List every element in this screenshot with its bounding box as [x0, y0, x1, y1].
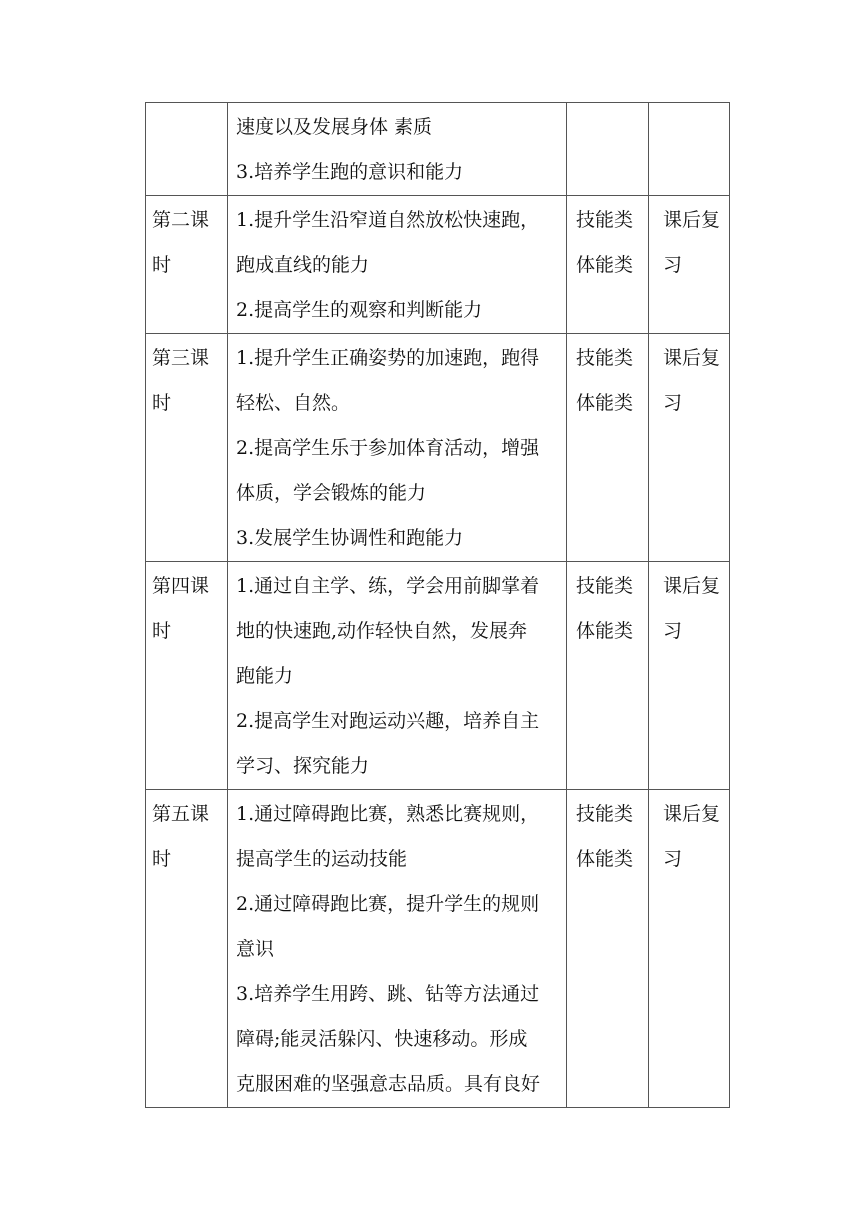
- objectives-cell: [228, 562, 567, 790]
- objectives-cell-line: 2.提高学生的观察和判断能力: [236, 299, 483, 321]
- lesson-cell: [146, 334, 228, 562]
- type-cell-line: 技能类: [576, 803, 634, 825]
- type-cell: [567, 103, 649, 196]
- lesson-cell-line: 第四课: [152, 575, 210, 597]
- table-body: [146, 103, 730, 1108]
- objectives-cell-line: 速度以及发展身体 素质: [236, 116, 433, 138]
- table-row: [146, 103, 730, 196]
- type-cell: [567, 334, 649, 562]
- lesson-cell: [146, 196, 228, 334]
- objectives-cell: [228, 103, 567, 196]
- lesson-cell-line: 时: [152, 254, 172, 276]
- lesson-cell-line: 第三课: [152, 347, 210, 369]
- type-cell: [567, 562, 649, 790]
- lesson-cell: [146, 103, 228, 196]
- objectives-cell-line: 1.通过障碍跑比赛，熟悉比赛规则，: [236, 803, 540, 825]
- type-cell-line: 技能类: [576, 347, 634, 369]
- homework-cell: [649, 196, 730, 334]
- lesson-cell-line: 时: [152, 848, 172, 870]
- lesson-plan-table: [145, 102, 730, 1108]
- objectives-cell-line: 体质，学会锻炼的能力: [236, 482, 427, 504]
- objectives-cell-line: 学习、探究能力: [236, 755, 370, 777]
- objectives-cell-line: 意识: [236, 938, 275, 960]
- objectives-cell-line: 地的快速跑,动作轻快自然，发展奔: [236, 620, 528, 642]
- table-row: [146, 790, 730, 1108]
- objectives-cell-line: 轻松、自然。: [236, 392, 351, 414]
- lesson-cell: [146, 790, 228, 1108]
- type-cell: [567, 196, 649, 334]
- lesson-cell: [146, 562, 228, 790]
- type-cell-line: 体能类: [576, 392, 634, 414]
- type-cell-line: 体能类: [576, 254, 634, 276]
- objectives-cell-line: 1.提升学生正确姿势的加速跑，跑得: [236, 347, 540, 369]
- homework-cell: [649, 103, 730, 196]
- homework-cell-line: 课后复: [663, 575, 721, 597]
- objectives-cell-line: 克服困难的坚强意志品质。具有良好: [236, 1073, 541, 1095]
- type-cell-line: 体能类: [576, 620, 634, 642]
- objectives-cell-line: 1.通过自主学、练，学会用前脚掌着: [236, 575, 540, 597]
- homework-cell-line: 习: [663, 620, 683, 642]
- homework-cell-line: 课后复: [663, 347, 721, 369]
- homework-cell-line: 课后复: [663, 209, 721, 231]
- type-cell: [567, 790, 649, 1108]
- homework-cell: [649, 334, 730, 562]
- objectives-cell-line: 2.提高学生乐于参加体育活动，增强: [236, 437, 540, 459]
- objectives-cell-line: 2.提高学生对跑运动兴趣，培养自主: [236, 710, 540, 732]
- objectives-cell-line: 跑成直线的能力: [236, 254, 370, 276]
- objectives-cell: [228, 790, 567, 1108]
- homework-cell-line: 习: [663, 392, 683, 414]
- type-cell-line: 技能类: [576, 209, 634, 231]
- homework-cell: [649, 562, 730, 790]
- objectives-cell-line: 3.培养学生跑的意识和能力: [236, 161, 464, 183]
- objectives-cell-line: 3.培养学生用跨、跳、钻等方法通过: [236, 983, 540, 1005]
- objectives-cell: [228, 334, 567, 562]
- lesson-cell-line: 时: [152, 620, 172, 642]
- homework-cell-line: 习: [663, 848, 683, 870]
- objectives-cell-line: 3.发展学生协调性和跑能力: [236, 527, 464, 549]
- lesson-cell-line: 第二课: [152, 209, 210, 231]
- objectives-cell-line: 2.通过障碍跑比赛，提升学生的规则: [236, 893, 540, 915]
- objectives-cell-line: 提高学生的运动技能: [236, 848, 408, 870]
- type-cell-line: 体能类: [576, 848, 634, 870]
- type-cell-line: 技能类: [576, 575, 634, 597]
- objectives-cell-line: 1.提升学生沿窄道自然放松快速跑，: [236, 209, 540, 231]
- table-row: [146, 334, 730, 562]
- objectives-cell-line: 障碍;能灵活躲闪、快速移动。形成: [236, 1028, 528, 1050]
- objectives-cell-line: 跑能力: [236, 665, 294, 687]
- objectives-cell: [228, 196, 567, 334]
- table-row: [146, 196, 730, 334]
- table-row: [146, 562, 730, 790]
- homework-cell: [649, 790, 730, 1108]
- homework-cell-line: 课后复: [663, 803, 721, 825]
- lesson-cell-line: 时: [152, 392, 172, 414]
- homework-cell-line: 习: [663, 254, 683, 276]
- lesson-cell-line: 第五课: [152, 803, 210, 825]
